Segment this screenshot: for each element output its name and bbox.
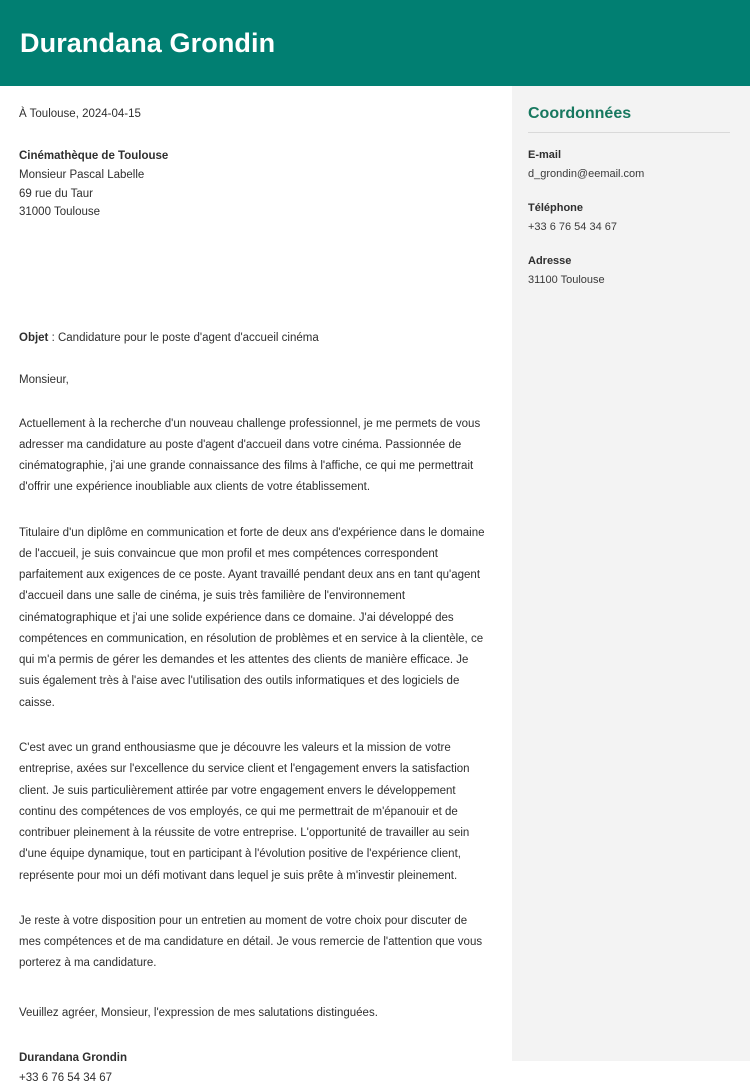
recipient-organization: Cinémathèque de Toulouse	[19, 150, 169, 163]
signature-phone: +33 6 76 54 34 67	[19, 1072, 113, 1085]
place-and-date: À Toulouse, 2024-04-15	[19, 108, 141, 120]
contact-item-address	[528, 253, 730, 289]
recipient-street: 69 rue du Taur	[19, 187, 93, 200]
contact-value-phone[interactable]: +33 6 76 54 34 67	[528, 221, 617, 234]
contact-value-email[interactable]: d_grondin@eemail.com	[528, 168, 645, 181]
letter-body	[19, 414, 490, 975]
letter-paragraph: Actuellement à la recherche d'un nouveau challenge professionnel, je me permets de vous adresser ma candidature au poste d'agent d'accueil dans votre cinéma. Passionnée de cinématographie, j'ai une grande connaissance des films à l'affiche, ce qui me permettrait d'offrir une expérience inoubliable aux clients de votre établissement.	[19, 417, 481, 494]
contact-item-phone	[528, 200, 730, 236]
subject-line	[19, 329, 490, 347]
sidebar-heading: Coordonnées	[528, 105, 632, 122]
letter-paragraph: C'est avec un grand enthousiasme que je découvre les valeurs et la mission de votre entreprise, axées sur l'excellence du service client et l'engagement envers la satisfaction client. Je suis particulièrement attirée par votre engagement envers le développement continu des compétences de vos employés, ce qui me permettrait de m'épanouir et de contribuer pleinement à la réussite de votre entreprise. L'opportunité de travailler au sein d'une équipe dynamique, tout en participant à l'évolution positive de l'expérience client, représente pour moi un défi motivant dans lequel je suis prête à m'investir pleinement.	[19, 741, 470, 882]
salutation: Monsieur,	[19, 374, 69, 387]
header-banner	[0, 0, 750, 86]
page-title: Durandana Grondin	[20, 27, 276, 58]
recipient-city: 31000 Toulouse	[19, 206, 100, 219]
sidebar-divider	[528, 132, 730, 133]
closing-formula: Veuillez agréer, Monsieur, l'expression de mes salutations distinguées.	[19, 1006, 378, 1019]
content-columns	[0, 86, 750, 1085]
letter-paragraph: Je reste à votre disposition pour un entretien au moment de votre choix pour discuter de mes compétences et de ma candidature en détail. Je vous remercie de l'attention que vous porterez à ma candidature.	[19, 914, 483, 970]
letter-paragraph: Titulaire d'un diplôme en communication et forte de deux ans d'expérience dans le domaine de l'accueil, je suis convaincue que mon profil et mes compétences correspondent parfaitement aux exigences de ce poste. Ayant travaillé pendant deux ans en tant qu'agent d'accueil dans une salle de cinéma, je suis très familière de l'environnement cinématographique et j'ai une solide expérience dans ce domaine. J'ai développé des compétences en communication, en résolution de problèmes et en service à la clientèle, ce qui m'a permis de gérer les demandes et les attentes des clients de manière efficace. Je suis également très à l'aise avec l'utilisation des outils informatiques et des logiciels de caisse.	[19, 526, 485, 709]
contact-label: Adresse	[528, 255, 572, 268]
recipient-contact-person: Monsieur Pascal Labelle	[19, 168, 145, 181]
signature-block	[19, 1049, 490, 1089]
letter-main-column	[0, 86, 512, 1085]
subject-label: Objet	[19, 331, 49, 344]
contact-item-email	[528, 147, 730, 183]
contact-sidebar	[512, 86, 750, 1061]
contact-label: E-mail	[528, 149, 562, 162]
contact-value-address: 31100 Toulouse	[528, 274, 605, 287]
contact-label: Téléphone	[528, 202, 584, 215]
subject-text: : Candidature pour le poste d'agent d'accueil cinéma	[48, 331, 319, 344]
recipient-block	[19, 147, 490, 222]
signature-name: Durandana Grondin	[19, 1052, 127, 1065]
